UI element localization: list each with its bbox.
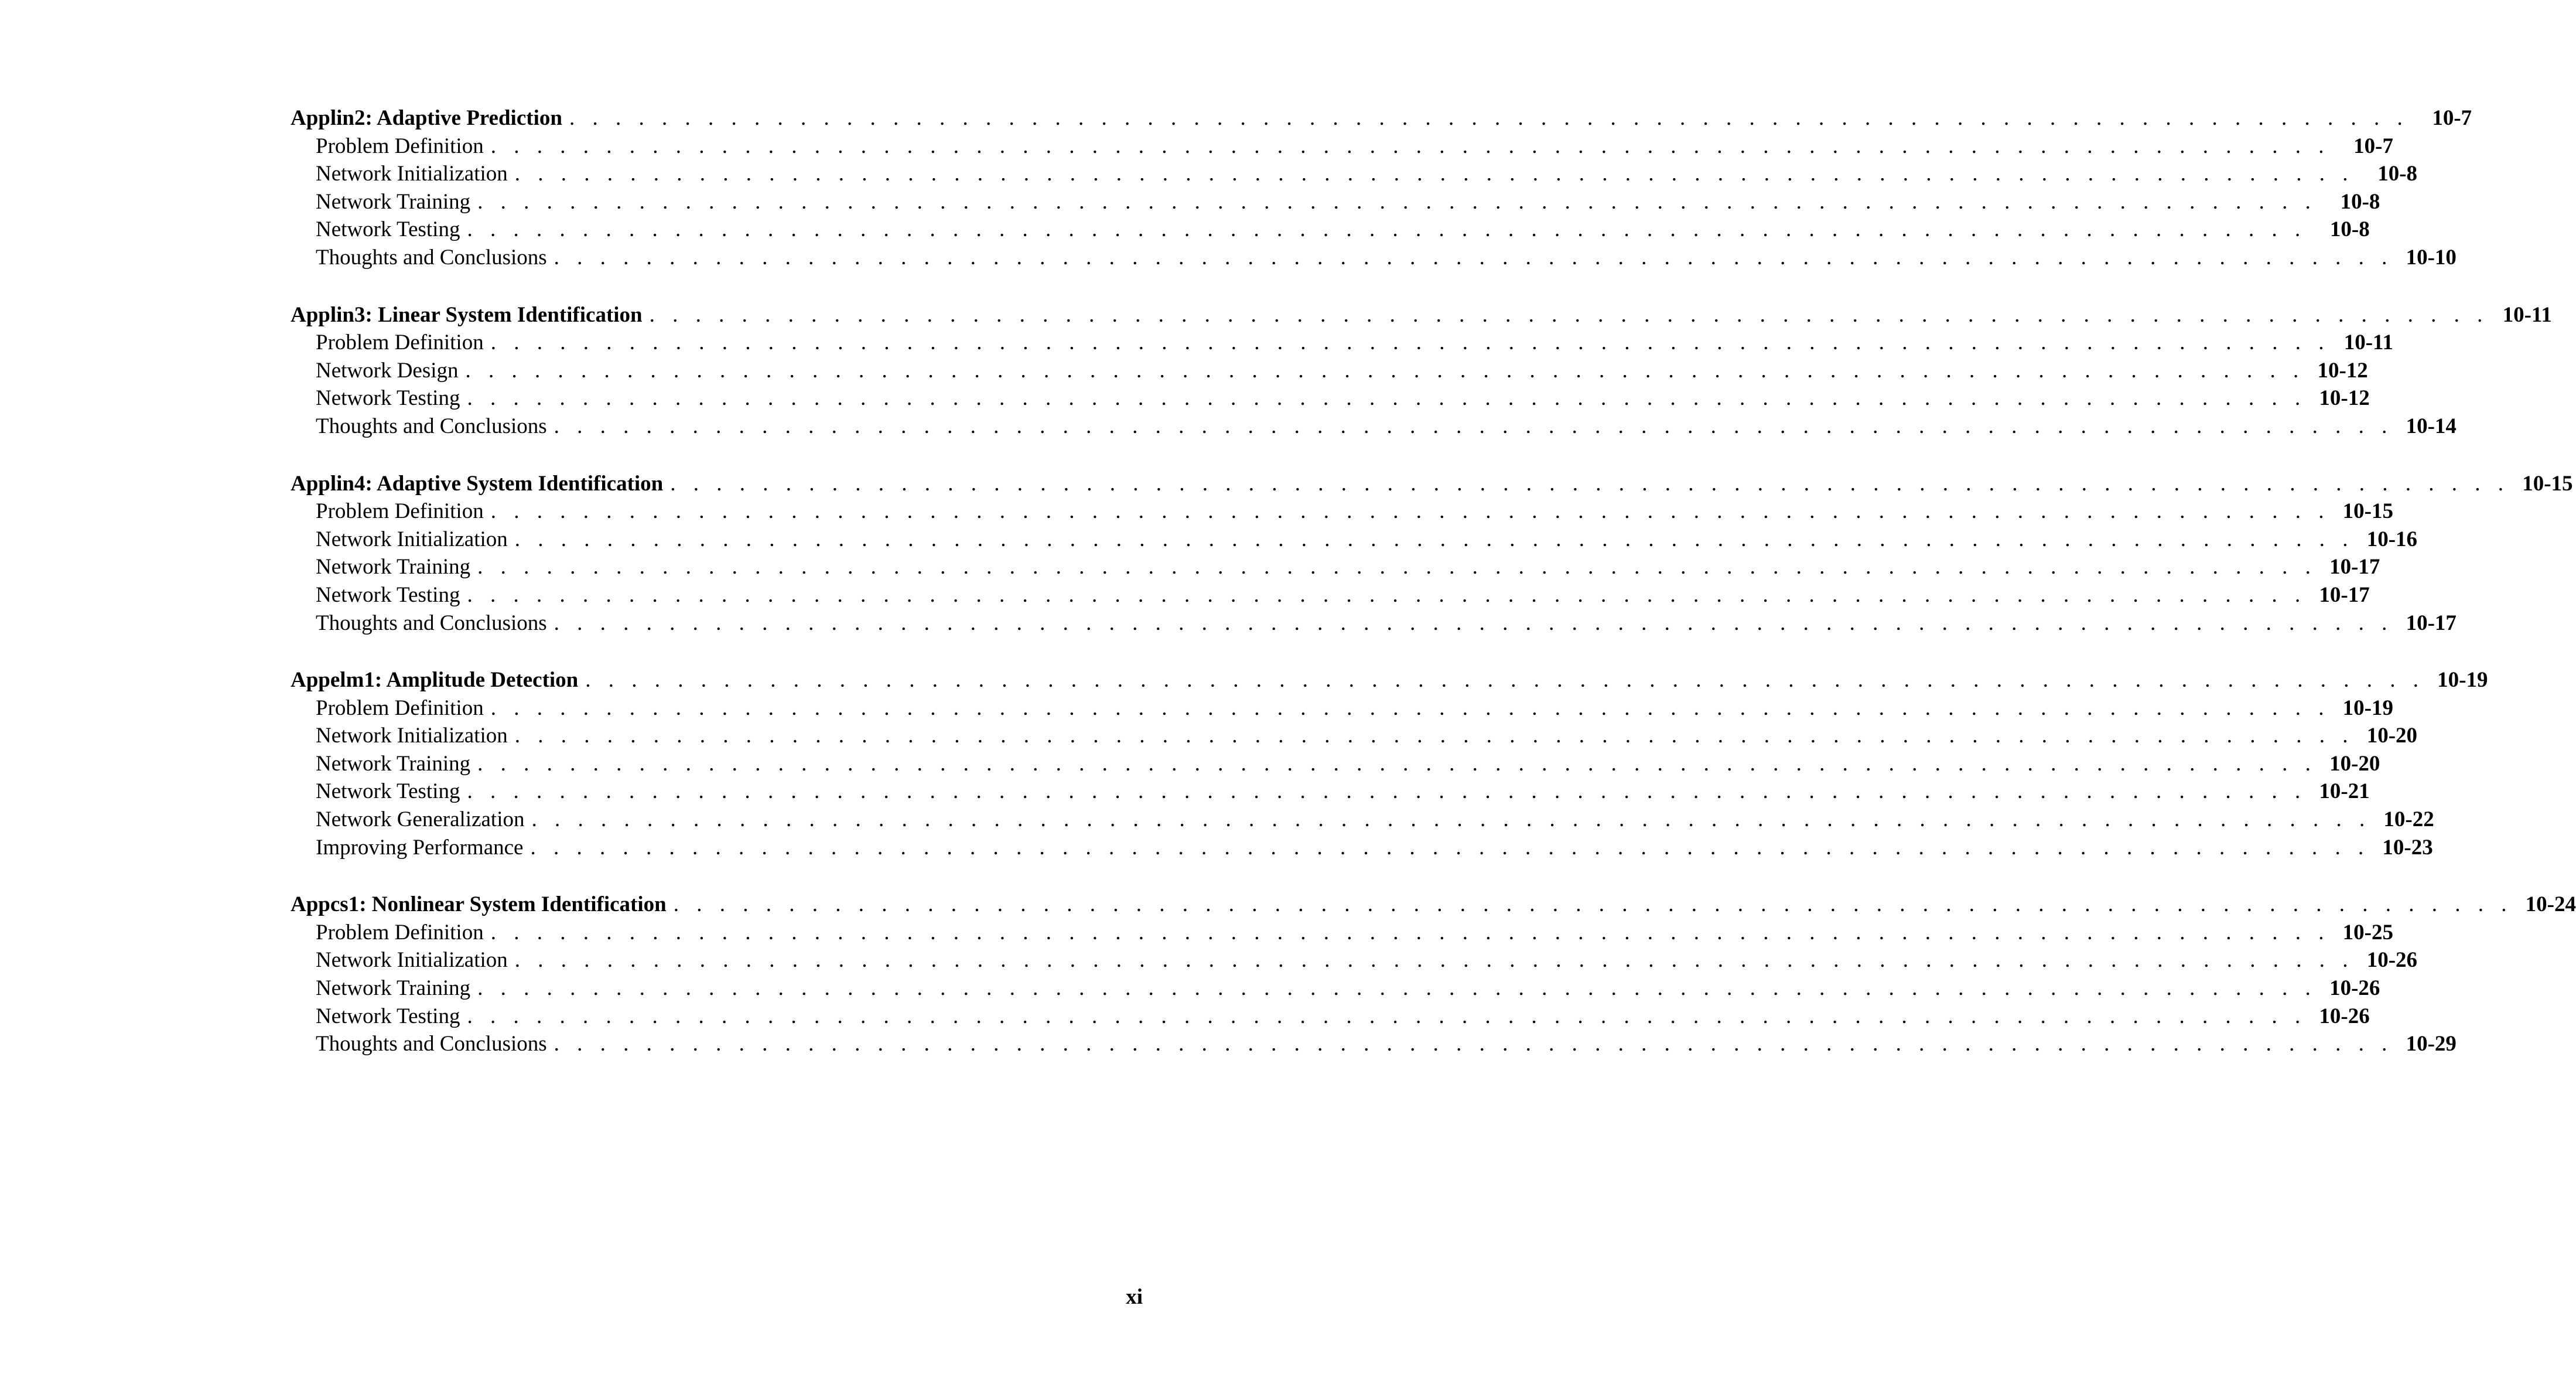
- entry-label: Network Generalization: [316, 807, 525, 832]
- page-reference: 10-21: [2319, 779, 2370, 804]
- page-reference: 10-25: [2342, 920, 2393, 945]
- entry-label: Network Testing: [316, 217, 460, 242]
- toc-section-heading[interactable]: [291, 301, 2552, 329]
- toc-entry[interactable]: [291, 1003, 2370, 1031]
- page-reference: 10-26: [2329, 976, 2380, 1001]
- toc-entry[interactable]: [291, 722, 2418, 750]
- toc-entry[interactable]: [291, 526, 2418, 554]
- entry-label: Network Initialization: [316, 724, 508, 748]
- page-reference: 10-15: [2342, 499, 2393, 524]
- dot-leader: . . . . . . . . . . . . . . . . . . . . . . . . . . . . . . . . . . . . . . . . . . . . . . . . . . . . . . . . . . . . . . . . . . . . . . . . . . . . . . . .: [514, 527, 2355, 551]
- toc-entry[interactable]: [291, 329, 2393, 357]
- toc-section: [291, 470, 2573, 637]
- entry-label: Thoughts and Conclusions: [316, 414, 547, 438]
- page-reference: 10-20: [2329, 751, 2380, 776]
- page-reference: 10-15: [2522, 471, 2573, 496]
- dot-leader: . . . . . . . . . . . . . . . . . . . . . . . . . . . . . . . . . . . . . . . . . . . . . . . . . . . . . . . . . . . . . . . . . . . . . . . . . . . . . . . .: [514, 724, 2355, 748]
- entry-label: Problem Definition: [316, 499, 484, 524]
- toc-section-heading[interactable]: [291, 891, 2576, 919]
- toc-entry[interactable]: [291, 750, 2380, 778]
- page-reference: 10-11: [2502, 302, 2552, 327]
- toc-entry[interactable]: [291, 806, 2434, 834]
- page-reference: 10-16: [2366, 527, 2418, 551]
- toc-entry[interactable]: [291, 132, 2393, 161]
- entry-label: Thoughts and Conclusions: [316, 1032, 547, 1056]
- entry-label: Thoughts and Conclusions: [316, 611, 547, 635]
- entry-label: Improving Performance: [316, 835, 524, 860]
- dot-leader: . . . . . . . . . . . . . . . . . . . . . . . . . . . . . . . . . . . . . . . . . . . . . . . . . . . . . . . . . . . . . . . . . . . . . . . . . . . . . . . .: [467, 1004, 2307, 1028]
- toc-section-heading[interactable]: [291, 470, 2573, 498]
- page-reference: 10-26: [2366, 948, 2418, 973]
- page-reference: 10-17: [2329, 555, 2380, 579]
- dot-leader: . . . . . . . . . . . . . . . . . . . . . . . . . . . . . . . . . . . . . . . . . . . . . . . . . . . . . . . . . . . . . . . . . . . . . . . . . . . . . . . .: [490, 499, 2330, 524]
- toc-section: [291, 104, 2472, 272]
- page-reference: 10-26: [2319, 1004, 2370, 1028]
- entry-label: Network Initialization: [316, 162, 508, 186]
- dot-leader: . . . . . . . . . . . . . . . . . . . . . . . . . . . . . . . . . . . . . . . . . . . . . . . . . . . . . . . . . . . . . . . . . . . . . . . . . . . . . . . .: [514, 948, 2355, 973]
- dot-leader: . . . . . . . . . . . . . . . . . . . . . . . . . . . . . . . . . . . . . . . . . . . . . . . . . . . . . . . . . . . . . . . . . . . . . . . . . . . . . . . .: [490, 920, 2330, 945]
- entry-label: Problem Definition: [316, 330, 484, 355]
- entry-label: Network Testing: [316, 582, 460, 607]
- page-reference: 10-11: [2343, 330, 2393, 355]
- dot-leader: . . . . . . . . . . . . . . . . . . . . . . . . . . . . . . . . . . . . . . . . . . . . . . . . . . . . . . . . . . . . . . . . . . . . . . . . . . . . . . . .: [477, 751, 2317, 776]
- dot-leader: . . . . . . . . . . . . . . . . . . . . . . . . . . . . . . . . . . . . . . . . . . . . . . . . . . . . . . . . . . . . . . . . . . . . . . . . . . . . . . . .: [673, 892, 2513, 917]
- toc-entry[interactable]: [291, 188, 2380, 216]
- entry-label: Network Testing: [316, 386, 460, 411]
- entry-label: Problem Definition: [316, 920, 484, 945]
- entry-label: Network Training: [316, 976, 471, 1001]
- toc-entry[interactable]: [291, 834, 2433, 862]
- entry-label: Network Training: [316, 751, 471, 776]
- dot-leader: . . . . . . . . . . . . . . . . . . . . . . . . . . . . . . . . . . . . . . . . . . . . . . . . . . . . . . . . . . . . . . . . . . . . . . . . . . . . . . . .: [554, 1032, 2393, 1056]
- entry-label: Problem Definition: [316, 696, 484, 720]
- dot-leader: . . . . . . . . . . . . . . . . . . . . . . . . . . . . . . . . . . . . . . . . . . . . . . . . . . . . . . . . . . . . . . . . . . . . . . . . . . . . . . . .: [467, 779, 2307, 804]
- dot-leader: . . . . . . . . . . . . . . . . . . . . . . . . . . . . . . . . . . . . . . . . . . . . . . . . . . . . . . . . . . . . . . . . . . . . . . . . . . . . . . . .: [649, 302, 2489, 327]
- page-number: xi: [1126, 1285, 1143, 1309]
- page-reference: 10-14: [2406, 414, 2457, 438]
- dot-leader: . . . . . . . . . . . . . . . . . . . . . . . . . . . . . . . . . . . . . . . . . . . . . . . . . . . . . . . . . . . . . . . . . . . . . . . . . . . . . . . .: [531, 807, 2371, 832]
- dot-leader: . . . . . . . . . . . . . . . . . . . . . . . . . . . . . . . . . . . . . . . . . . . . . . . . . . . . . . . . . . . . . . . . . . . . . . . . . . . . . . . .: [467, 582, 2307, 607]
- page-reference: 10-23: [2382, 835, 2433, 860]
- toc-entry[interactable]: [291, 160, 2418, 188]
- toc-section: [291, 666, 2488, 861]
- page-reference: 10-7: [2432, 106, 2472, 130]
- entry-label: Network Training: [316, 189, 471, 214]
- toc-entry[interactable]: [291, 694, 2393, 722]
- page-reference: 10-29: [2406, 1032, 2457, 1056]
- toc-entry[interactable]: [291, 497, 2393, 526]
- page-reference: 10-8: [2377, 162, 2418, 186]
- toc-entry[interactable]: [291, 216, 2370, 244]
- entry-label: Thoughts and Conclusions: [316, 245, 547, 270]
- toc-entry[interactable]: [291, 609, 2457, 637]
- entry-label: Network Design: [316, 358, 459, 383]
- toc-entry[interactable]: [291, 974, 2380, 1003]
- dot-leader: . . . . . . . . . . . . . . . . . . . . . . . . . . . . . . . . . . . . . . . . . . . . . . . . . . . . . . . . . . . . . . . . . . . . . . . . . . . . . . . .: [514, 162, 2355, 186]
- entry-label: Problem Definition: [316, 134, 484, 158]
- section-title: Appelm1: Amplitude Detection: [291, 668, 579, 693]
- page-reference: 10-17: [2406, 611, 2457, 635]
- toc-entry[interactable]: [291, 946, 2418, 974]
- page-reference: 10-8: [2340, 189, 2380, 214]
- page-reference: 10-19: [2342, 696, 2393, 720]
- dot-leader: . . . . . . . . . . . . . . . . . . . . . . . . . . . . . . . . . . . . . . . . . . . . . . . . . . . . . . . . . . . . . . . . . . . . . . . . . . . . . . . .: [467, 386, 2307, 411]
- entry-label: Network Training: [316, 555, 471, 579]
- dot-leader: . . . . . . . . . . . . . . . . . . . . . . . . . . . . . . . . . . . . . . . . . . . . . . . . . . . . . . . . . . . . . . . . . . . . . . . . . . . . . . . .: [585, 668, 2425, 693]
- dot-leader: . . . . . . . . . . . . . . . . . . . . . . . . . . . . . . . . . . . . . . . . . . . . . . . . . . . . . . . . . . . . . . . . . . . . . . . . . . . . . . . .: [465, 358, 2305, 383]
- page-reference: 10-24: [2525, 892, 2576, 917]
- page-reference: 10-22: [2383, 807, 2434, 832]
- dot-leader: . . . . . . . . . . . . . . . . . . . . . . . . . . . . . . . . . . . . . . . . . . . . . . . . . . . . . . . . . . . . . . . . . . . . . . . . . . . . . . . .: [467, 217, 2307, 242]
- page-reference: 10-7: [2353, 134, 2393, 158]
- toc-section: [291, 301, 2552, 441]
- page-reference: 10-20: [2366, 724, 2418, 748]
- section-title: Applin3: Linear System Identification: [291, 302, 643, 327]
- table-of-contents: [291, 104, 2576, 1087]
- toc-section-heading[interactable]: [291, 666, 2488, 694]
- toc-entry[interactable]: [291, 412, 2457, 441]
- dot-leader: . . . . . . . . . . . . . . . . . . . . . . . . . . . . . . . . . . . . . . . . . . . . . . . . . . . . . . . . . . . . . . . . . . . . . . . . . . . . . . . .: [554, 611, 2393, 635]
- dot-leader: . . . . . . . . . . . . . . . . . . . . . . . . . . . . . . . . . . . . . . . . . . . . . . . . . . . . . . . . . . . . . . . . . . . . . . . . . . . . . . . .: [490, 696, 2330, 720]
- page-reference: 10-12: [2317, 358, 2368, 383]
- page-reference: 10-19: [2437, 668, 2488, 693]
- toc-entry[interactable]: [291, 553, 2380, 581]
- dot-leader: . . . . . . . . . . . . . . . . . . . . . . . . . . . . . . . . . . . . . . . . . . . . . . . . . . . . . . . . . . . . . . . . . . . . . . . . . . . . . . . .: [554, 414, 2393, 438]
- entry-label: Network Initialization: [316, 948, 508, 973]
- page-reference: 10-8: [2329, 217, 2370, 242]
- dot-leader: . . . . . . . . . . . . . . . . . . . . . . . . . . . . . . . . . . . . . . . . . . . . . . . . . . . . . . . . . . . . . . . . . . . . . . . . . . . . . . . .: [554, 245, 2393, 270]
- dot-leader: . . . . . . . . . . . . . . . . . . . . . . . . . . . . . . . . . . . . . . . . . . . . . . . . . . . . . . . . . . . . . . . . . . . . . . . . . . . . . . . .: [670, 471, 2510, 496]
- dot-leader: . . . . . . . . . . . . . . . . . . . . . . . . . . . . . . . . . . . . . . . . . . . . . . . . . . . . . . . . . . . . . . . . . . . . . . . . . . . . . . . .: [477, 976, 2317, 1001]
- toc-entry[interactable]: [291, 357, 2368, 385]
- dot-leader: . . . . . . . . . . . . . . . . . . . . . . . . . . . . . . . . . . . . . . . . . . . . . . . . . . . . . . . . . . . . . . . . . . . . . . . . . . . . . . . .: [569, 106, 2409, 130]
- page-reference: 10-10: [2406, 245, 2457, 270]
- toc-entry[interactable]: [291, 384, 2370, 412]
- section-title: Applin2: Adaptive Prediction: [291, 106, 562, 130]
- entry-label: Network Testing: [316, 1004, 460, 1028]
- toc-section: [291, 891, 2576, 1058]
- entry-label: Network Testing: [316, 779, 460, 804]
- section-title: Applin4: Adaptive System Identification: [291, 471, 664, 496]
- page-reference: 10-17: [2319, 582, 2370, 607]
- section-title: Appcs1: Nonlinear System Identification: [291, 892, 667, 917]
- toc-entry[interactable]: [291, 1030, 2457, 1058]
- dot-leader: . . . . . . . . . . . . . . . . . . . . . . . . . . . . . . . . . . . . . . . . . . . . . . . . . . . . . . . . . . . . . . . . . . . . . . . . . . . . . . . .: [477, 555, 2317, 579]
- toc-entry[interactable]: [291, 581, 2370, 609]
- entry-label: Network Initialization: [316, 527, 508, 551]
- dot-leader: . . . . . . . . . . . . . . . . . . . . . . . . . . . . . . . . . . . . . . . . . . . . . . . . . . . . . . . . . . . . . . . . . . . . . . . . . . . . . . . .: [530, 835, 2370, 860]
- dot-leader: . . . . . . . . . . . . . . . . . . . . . . . . . . . . . . . . . . . . . . . . . . . . . . . . . . . . . . . . . . . . . . . . . . . . . . . . . . . . . . . .: [490, 330, 2330, 355]
- dot-leader: . . . . . . . . . . . . . . . . . . . . . . . . . . . . . . . . . . . . . . . . . . . . . . . . . . . . . . . . . . . . . . . . . . . . . . . . . . . . . . . .: [477, 189, 2317, 214]
- toc-entry[interactable]: [291, 778, 2370, 806]
- toc-entry[interactable]: [291, 244, 2457, 272]
- dot-leader: . . . . . . . . . . . . . . . . . . . . . . . . . . . . . . . . . . . . . . . . . . . . . . . . . . . . . . . . . . . . . . . . . . . . . . . . . . . . . . . .: [490, 134, 2330, 158]
- page-reference: 10-12: [2319, 386, 2370, 411]
- toc-section-heading[interactable]: [291, 104, 2472, 132]
- toc-entry[interactable]: [291, 919, 2393, 947]
